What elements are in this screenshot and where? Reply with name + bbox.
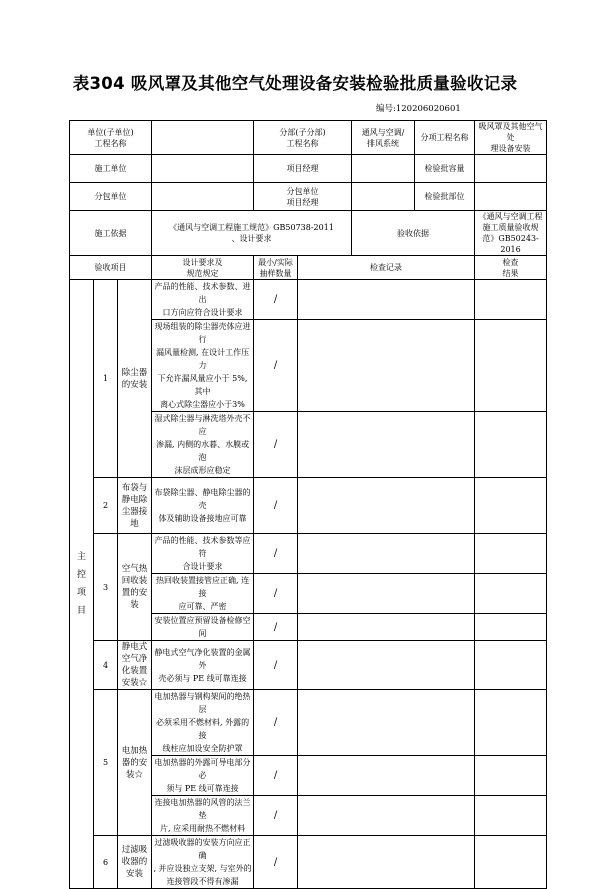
result-cell[interactable] bbox=[475, 641, 547, 690]
sample-cell: / bbox=[254, 478, 298, 534]
record-cell[interactable] bbox=[298, 478, 475, 534]
batch-capacity-label: 检验批容量 bbox=[415, 155, 475, 183]
result-cell[interactable] bbox=[475, 534, 547, 574]
record-cell[interactable] bbox=[298, 412, 475, 478]
group-number: 2 bbox=[94, 478, 118, 534]
result-cell[interactable] bbox=[475, 756, 547, 796]
requirement-cell: 热回收装置接管应正确, 连接 应可靠、严密 bbox=[152, 574, 254, 614]
main-control-label: 主 控 项 目 bbox=[70, 280, 94, 889]
record-cell[interactable] bbox=[298, 614, 475, 641]
batch-capacity-value bbox=[475, 155, 547, 183]
form-title: 表304 吸风罩及其他空气处理设备安装检验批质量验收记录 bbox=[72, 74, 518, 93]
form-code: 编号:120206020601 bbox=[376, 104, 461, 114]
group-number: 1 bbox=[94, 280, 118, 478]
basis-value: 《通风与空调工程施工规范》GB50738-2011 、设计要求 bbox=[152, 211, 352, 256]
record-cell[interactable] bbox=[298, 320, 475, 412]
table-row bbox=[70, 836, 547, 889]
item-value: 吸风罩及其他空气处 理设备安装 bbox=[475, 121, 547, 155]
requirement-cell: 电加热器与钢构架间的绝热层 必须采用不燃材料, 外露的接 线柱应加设安全防护罩 bbox=[152, 690, 254, 756]
subcontract-unit-label: 分包单位 bbox=[70, 183, 152, 211]
result-cell[interactable] bbox=[475, 836, 547, 889]
sample-cell: / bbox=[254, 614, 298, 641]
batch-location-value bbox=[475, 183, 547, 211]
sample-cell: / bbox=[254, 690, 298, 756]
record-cell[interactable] bbox=[298, 534, 475, 574]
record-cell[interactable] bbox=[298, 690, 475, 756]
table-row bbox=[70, 534, 547, 574]
basis-label: 施工依据 bbox=[70, 211, 152, 256]
col-sample: 最小/实际 抽样数量 bbox=[254, 256, 298, 280]
sample-cell: / bbox=[254, 756, 298, 796]
group-number: 3 bbox=[94, 534, 118, 641]
requirement-cell: 过滤吸收器的安装方向应正确 , 并应设独立支架, 与室外的 连接管段不得有渗漏 bbox=[152, 836, 254, 889]
construction-unit-value bbox=[152, 155, 254, 183]
requirement-cell: 电加热器的外露可导电部分必 须与 PE 线可靠连接 bbox=[152, 756, 254, 796]
record-cell[interactable] bbox=[298, 641, 475, 690]
table-row bbox=[70, 280, 547, 320]
result-cell[interactable] bbox=[475, 320, 547, 412]
requirement-cell: 静电式空气净化装置的金属外 壳必须与 PE 线可靠连接 bbox=[152, 641, 254, 690]
result-cell[interactable] bbox=[475, 614, 547, 641]
subcontract-manager-label: 分包单位 项目经理 bbox=[254, 183, 352, 211]
batch-location-label: 检验批部位 bbox=[415, 183, 475, 211]
project-manager-label: 项目经理 bbox=[254, 155, 352, 183]
sample-cell: / bbox=[254, 280, 298, 320]
requirement-cell: 产品的性能、技术参数等应符 合设计要求 bbox=[152, 534, 254, 574]
acceptance-label: 验收依据 bbox=[352, 211, 475, 256]
unit-value bbox=[152, 121, 254, 155]
col-design: 设计要求及 规范规定 bbox=[152, 256, 254, 280]
requirement-cell: 布袋除尘器、静电除尘器的壳 体及辅助设备接地应可靠 bbox=[152, 478, 254, 534]
result-cell[interactable] bbox=[475, 796, 547, 836]
group-name: 除尘器 的安装 bbox=[118, 280, 152, 478]
record-cell[interactable] bbox=[298, 796, 475, 836]
record-cell[interactable] bbox=[298, 574, 475, 614]
sample-cell: / bbox=[254, 534, 298, 574]
requirement-cell: 产品的性能、技术参数、进出 口方向应符合设计要求 bbox=[152, 280, 254, 320]
acceptance-table bbox=[69, 120, 547, 889]
unit-label: 单位(子单位) 工程名称 bbox=[70, 121, 152, 155]
table-row bbox=[70, 478, 547, 534]
group-name: 空气热 回收装 置的安 装 bbox=[118, 534, 152, 641]
col-record: 检查记录 bbox=[298, 256, 475, 280]
sample-cell: / bbox=[254, 412, 298, 478]
acceptance-value: 《通风与空调工程施工质量验收规 范》GB50243-2016 bbox=[475, 211, 547, 256]
requirement-cell: 现场组装的除尘器壳体应进行 漏风量检测, 在设计工作压力 下允许漏风量应小于 5%, 其中 离心式除尘器应小于3% bbox=[152, 320, 254, 412]
requirement-cell: 湿式除尘器与淋洗塔外壳不应 渗漏, 内侧的水暮、水膜或泡 沫层成形应稳定 bbox=[152, 412, 254, 478]
group-name: 布袋与 静电除 尘器接 地 bbox=[118, 478, 152, 534]
sample-cell: / bbox=[254, 641, 298, 690]
result-cell[interactable] bbox=[475, 690, 547, 756]
group-name: 静电式 空气净 化装置 安装☆ bbox=[118, 641, 152, 690]
result-cell[interactable] bbox=[475, 574, 547, 614]
result-cell[interactable] bbox=[475, 412, 547, 478]
subpart-label: 分部(子分部) 工程名称 bbox=[254, 121, 352, 155]
group-number: 6 bbox=[94, 836, 118, 889]
item-label: 分项工程名称 bbox=[415, 121, 475, 155]
requirement-cell: 安装位置应预留设备检修空间 bbox=[152, 614, 254, 641]
result-cell[interactable] bbox=[475, 478, 547, 534]
requirement-cell: 连接电加热器的风管的法兰垫 片, 应采用耐热不燃材料 bbox=[152, 796, 254, 836]
group-name: 过滤吸 收器的 安装 bbox=[118, 836, 152, 889]
record-cell[interactable] bbox=[298, 280, 475, 320]
sample-cell: / bbox=[254, 320, 298, 412]
table-row bbox=[70, 641, 547, 690]
construction-unit-label: 施工单位 bbox=[70, 155, 152, 183]
project-manager-value bbox=[352, 155, 415, 183]
subcontract-manager-value bbox=[352, 183, 415, 211]
subcontract-unit-value bbox=[152, 183, 254, 211]
sample-cell: / bbox=[254, 836, 298, 889]
group-number: 5 bbox=[94, 690, 118, 836]
sample-cell: / bbox=[254, 796, 298, 836]
result-cell[interactable] bbox=[475, 280, 547, 320]
group-number: 4 bbox=[94, 641, 118, 690]
record-cell[interactable] bbox=[298, 836, 475, 889]
subpart-value: 通风与空调/ 排风系统 bbox=[352, 121, 415, 155]
col-result: 检查 结果 bbox=[475, 256, 547, 280]
sample-cell: / bbox=[254, 574, 298, 614]
col-item: 验收项目 bbox=[70, 256, 152, 280]
record-cell[interactable] bbox=[298, 756, 475, 796]
table-row bbox=[70, 690, 547, 756]
group-name: 电加热 器的安 装☆ bbox=[118, 690, 152, 836]
